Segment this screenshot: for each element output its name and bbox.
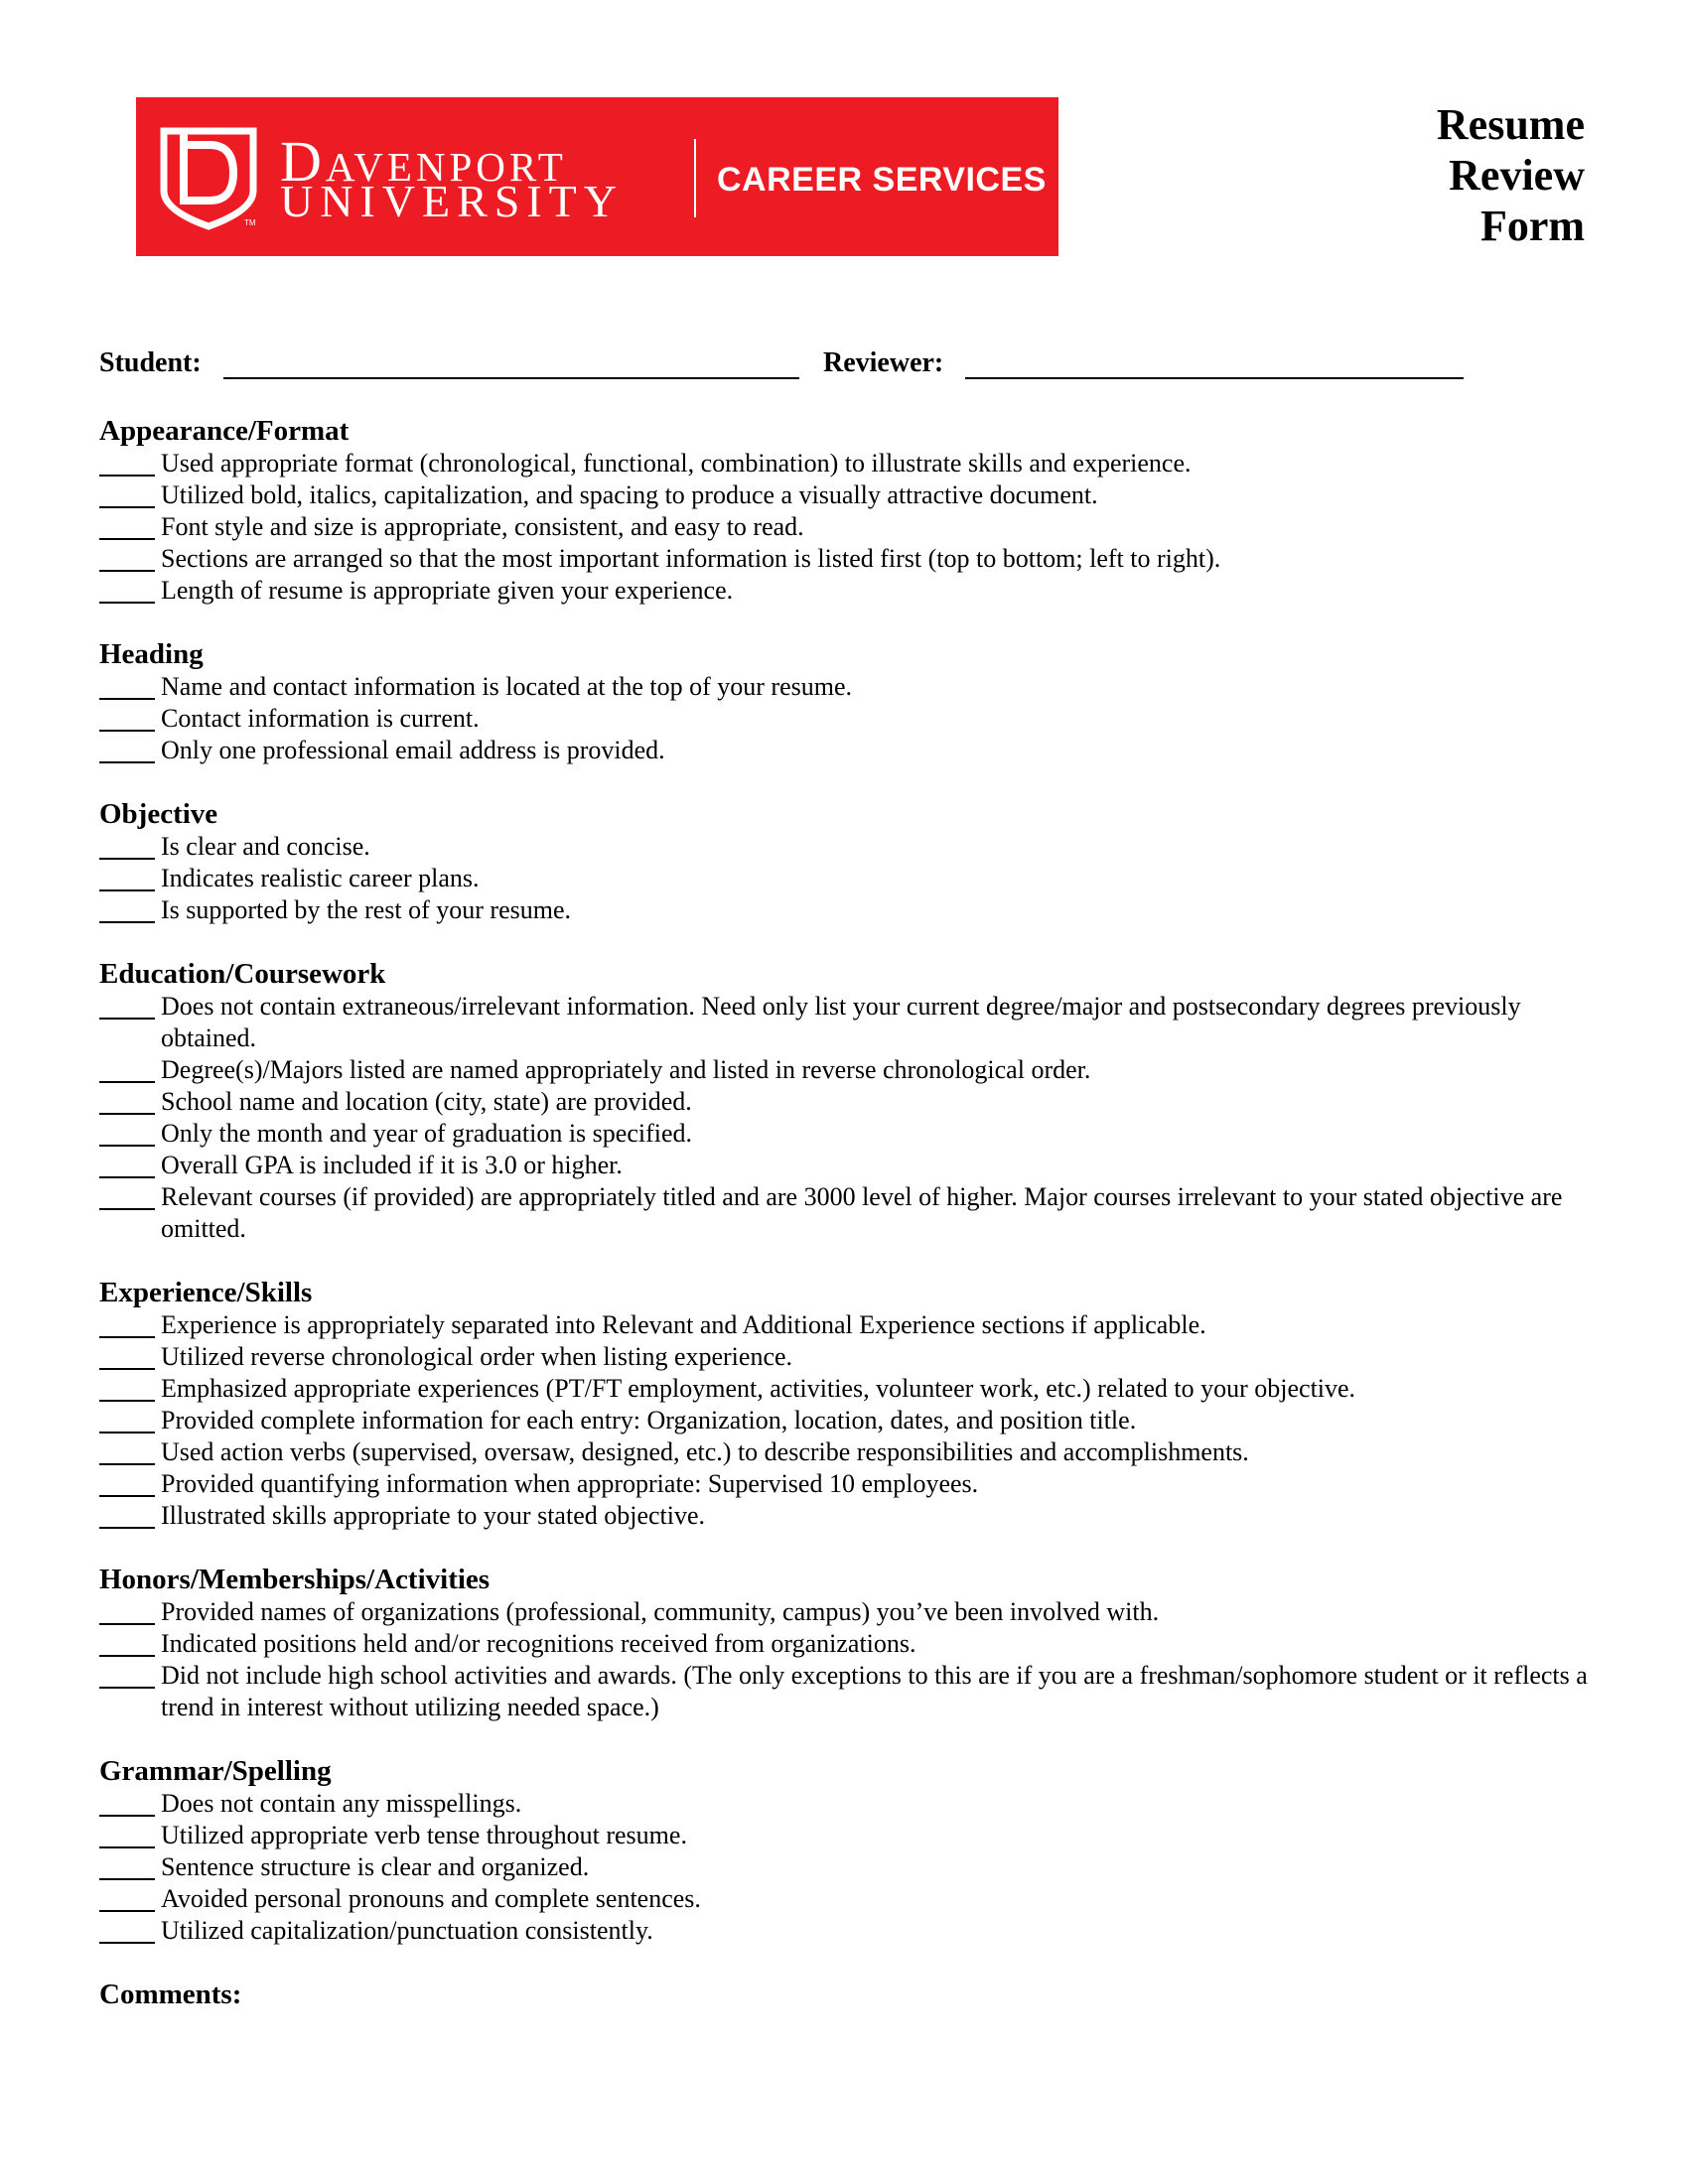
checkmark-blank[interactable] bbox=[99, 1432, 155, 1433]
checklist-item bbox=[99, 1915, 1599, 1947]
checklist bbox=[99, 415, 1599, 2011]
checkmark-blank[interactable] bbox=[99, 1208, 155, 1210]
checkmark-blank[interactable] bbox=[99, 1176, 155, 1178]
checklist-item-text: Avoided personal pronouns and complete sentences. bbox=[161, 1884, 701, 1913]
checkmark-blank[interactable] bbox=[99, 1527, 155, 1529]
section-heading: Appearance/Format bbox=[99, 415, 350, 447]
checklist-item-text: Utilized bold, italics, capitalization, and spacing to produce a visually attractive document. bbox=[161, 480, 1098, 509]
checklist-item bbox=[99, 1500, 1599, 1532]
checklist-item bbox=[99, 1181, 1599, 1245]
section-heading: Objective bbox=[99, 798, 218, 830]
checklist-section bbox=[99, 958, 1599, 1245]
checklist-item bbox=[99, 479, 1599, 511]
checklist-item bbox=[99, 1118, 1599, 1150]
checklist-item bbox=[99, 863, 1599, 894]
checklist-section bbox=[99, 798, 1599, 926]
checklist-item-text: Provided names of organizations (professional, community, campus) you’ve been involved with. bbox=[161, 1597, 1160, 1626]
checklist-item-text: Emphasized appropriate experiences (PT/FT employment, activities, volunteer work, etc.) related to your objective. bbox=[161, 1374, 1356, 1403]
checklist-item bbox=[99, 894, 1599, 926]
checklist-item-text: Degree(s)/Majors listed are named appropriately and listed in reverse chronological order. bbox=[161, 1055, 1091, 1084]
checkmark-blank[interactable] bbox=[99, 1846, 155, 1848]
university-shield-icon bbox=[160, 127, 257, 230]
checkmark-blank[interactable] bbox=[99, 1081, 155, 1083]
checklist-item-text: Overall GPA is included if it is 3.0 or higher. bbox=[161, 1151, 623, 1179]
form-title-line: Review bbox=[1449, 151, 1585, 200]
checklist-section bbox=[99, 415, 1599, 607]
reviewer-label: Reviewer: bbox=[823, 347, 944, 378]
checklist-item bbox=[99, 448, 1599, 479]
checklist-item bbox=[99, 511, 1599, 543]
checkmark-blank[interactable] bbox=[99, 921, 155, 923]
checklist-item bbox=[99, 831, 1599, 863]
checklist-item-text: Utilized appropriate verb tense throughout resume. bbox=[161, 1821, 687, 1849]
comments-label: Comments: bbox=[99, 1979, 242, 2010]
section-heading: Grammar/Spelling bbox=[99, 1755, 332, 1787]
logo-divider bbox=[694, 139, 696, 217]
checklist-item bbox=[99, 1086, 1599, 1118]
department-name: CAREER SERVICES bbox=[717, 161, 1047, 199]
checklist-item bbox=[99, 1820, 1599, 1851]
form-title bbox=[1437, 99, 1585, 251]
checklist-item bbox=[99, 671, 1599, 703]
checkmark-blank[interactable] bbox=[99, 1018, 155, 1020]
checklist-item-text: Does not contain any misspellings. bbox=[161, 1789, 522, 1818]
checklist-item bbox=[99, 575, 1599, 607]
university-name-line1: Davenport bbox=[280, 129, 567, 194]
checkmark-blank[interactable] bbox=[99, 1687, 155, 1689]
university-name bbox=[280, 129, 624, 226]
checklist-section bbox=[99, 638, 1599, 766]
checklist-item-text: Experience is appropriately separated into Relevant and Additional Experience sections if applicable. bbox=[161, 1310, 1206, 1339]
checkmark-blank[interactable] bbox=[99, 506, 155, 508]
checklist-item-text: Does not contain extraneous/irrelevant information. Need only list your current degree/major and postsecondary degrees previously obtained. bbox=[161, 992, 1521, 1052]
checklist-item bbox=[99, 1405, 1599, 1436]
checklist-item bbox=[99, 1851, 1599, 1883]
section-heading: Experience/Skills bbox=[99, 1277, 313, 1308]
checklist-item-text: Only one professional email address is provided. bbox=[161, 736, 665, 764]
checklist-item bbox=[99, 1468, 1599, 1500]
form-title-line: Form bbox=[1479, 202, 1585, 250]
checklist-section bbox=[99, 1755, 1599, 1947]
checkmark-blank[interactable] bbox=[99, 1400, 155, 1402]
checklist-item bbox=[99, 703, 1599, 735]
checklist-item bbox=[99, 1628, 1599, 1660]
section-heading: Education/Coursework bbox=[99, 958, 386, 990]
checklist-item-text: Only the month and year of graduation is specified. bbox=[161, 1119, 693, 1148]
student-label: Student: bbox=[99, 347, 202, 378]
checklist-item-text: Sentence structure is clear and organized. bbox=[161, 1852, 590, 1881]
checkmark-blank[interactable] bbox=[99, 1910, 155, 1912]
checklist-item bbox=[99, 543, 1599, 575]
checklist-item-text: Length of resume is appropriate given your experience. bbox=[161, 576, 734, 605]
checkmark-blank[interactable] bbox=[99, 1336, 155, 1338]
checklist-item bbox=[99, 735, 1599, 766]
checkmark-blank[interactable] bbox=[99, 1942, 155, 1944]
checkmark-blank[interactable] bbox=[99, 889, 155, 891]
checklist-item bbox=[99, 1150, 1599, 1181]
checklist-item-text: Used action verbs (supervised, oversaw, designed, etc.) to describe responsibilities and accomplishments. bbox=[161, 1437, 1249, 1466]
checkmark-blank[interactable] bbox=[99, 475, 155, 477]
checklist-item bbox=[99, 1373, 1599, 1405]
checklist-item bbox=[99, 1596, 1599, 1628]
checklist-item bbox=[99, 991, 1599, 1054]
trademark-mark: TM bbox=[244, 218, 256, 227]
checklist-item-text: Is supported by the rest of your resume. bbox=[161, 895, 572, 924]
checkmark-blank[interactable] bbox=[99, 761, 155, 763]
university-name-line2: UNIVERSITY bbox=[280, 176, 624, 226]
checklist-item-text: Font style and size is appropriate, consistent, and easy to read. bbox=[161, 512, 804, 541]
checklist-item-text: Is clear and concise. bbox=[161, 832, 370, 861]
checklist-item-text: Contact information is current. bbox=[161, 704, 480, 733]
checklist-item bbox=[99, 1660, 1599, 1723]
checklist-section bbox=[99, 1277, 1599, 1532]
checkmark-blank[interactable] bbox=[99, 1145, 155, 1147]
checklist-item bbox=[99, 1883, 1599, 1915]
checklist-item-text: Indicates realistic career plans. bbox=[161, 864, 480, 892]
checkmark-blank[interactable] bbox=[99, 858, 155, 860]
checklist-section bbox=[99, 1564, 1599, 1723]
checkmark-blank[interactable] bbox=[99, 570, 155, 572]
checklist-item-text: Sections are arranged so that the most important information is listed first (top to bottom; left to right). bbox=[161, 544, 1221, 573]
checkmark-blank[interactable] bbox=[99, 1495, 155, 1497]
checklist-item-text: Relevant courses (if provided) are appropriately titled and are 3000 level of higher. Major courses irrelevant to your stated objective are omitted. bbox=[161, 1182, 1563, 1243]
checklist-item-text: Provided complete information for each entry: Organization, location, dates, and position title. bbox=[161, 1406, 1137, 1434]
checklist-item-text: Used appropriate format (chronological, functional, combination) to illustrate skills and experience. bbox=[161, 449, 1192, 478]
checkmark-blank[interactable] bbox=[99, 538, 155, 540]
checkmark-blank[interactable] bbox=[99, 1368, 155, 1370]
checklist-item-text: Provided quantifying information when appropriate: Supervised 10 employees. bbox=[161, 1469, 979, 1498]
checklist-item-text: Name and contact information is located at the top of your resume. bbox=[161, 672, 852, 701]
checkmark-blank[interactable] bbox=[99, 602, 155, 604]
checklist-item-text: Illustrated skills appropriate to your stated objective. bbox=[161, 1501, 706, 1530]
checkmark-blank[interactable] bbox=[99, 1655, 155, 1657]
form-title-line: Resume bbox=[1436, 100, 1585, 149]
checkmark-blank[interactable] bbox=[99, 730, 155, 732]
checklist-item-text: Utilized reverse chronological order when listing experience. bbox=[161, 1342, 793, 1371]
checkmark-blank[interactable] bbox=[99, 1113, 155, 1115]
section-heading: Heading bbox=[99, 638, 204, 670]
checklist-item bbox=[99, 1054, 1599, 1086]
checklist-item bbox=[99, 1788, 1599, 1820]
checkmark-blank[interactable] bbox=[99, 1623, 155, 1625]
checkmark-blank[interactable] bbox=[99, 1878, 155, 1880]
checkmark-blank[interactable] bbox=[99, 1815, 155, 1817]
checklist-item-text: Utilized capitalization/punctuation consistently. bbox=[161, 1916, 653, 1945]
checklist-item-text: Indicated positions held and/or recognitions received from organizations. bbox=[161, 1629, 916, 1658]
davenport-career-services-logo bbox=[136, 97, 1058, 256]
checklist-item-text: Did not include high school activities and awards. (The only exceptions to this are if you are a freshman/sophomore student or it reflects a trend in interest without utilizing needed space.) bbox=[161, 1661, 1588, 1721]
section-heading: Honors/Memberships/Activities bbox=[99, 1564, 491, 1595]
checklist-item bbox=[99, 1309, 1599, 1341]
student-name-field[interactable] bbox=[223, 377, 799, 379]
checkmark-blank[interactable] bbox=[99, 698, 155, 700]
checklist-item bbox=[99, 1436, 1599, 1468]
checklist-item bbox=[99, 1341, 1599, 1373]
checkmark-blank[interactable] bbox=[99, 1463, 155, 1465]
reviewer-name-field[interactable] bbox=[965, 377, 1464, 379]
checklist-item-text: School name and location (city, state) are provided. bbox=[161, 1087, 692, 1116]
